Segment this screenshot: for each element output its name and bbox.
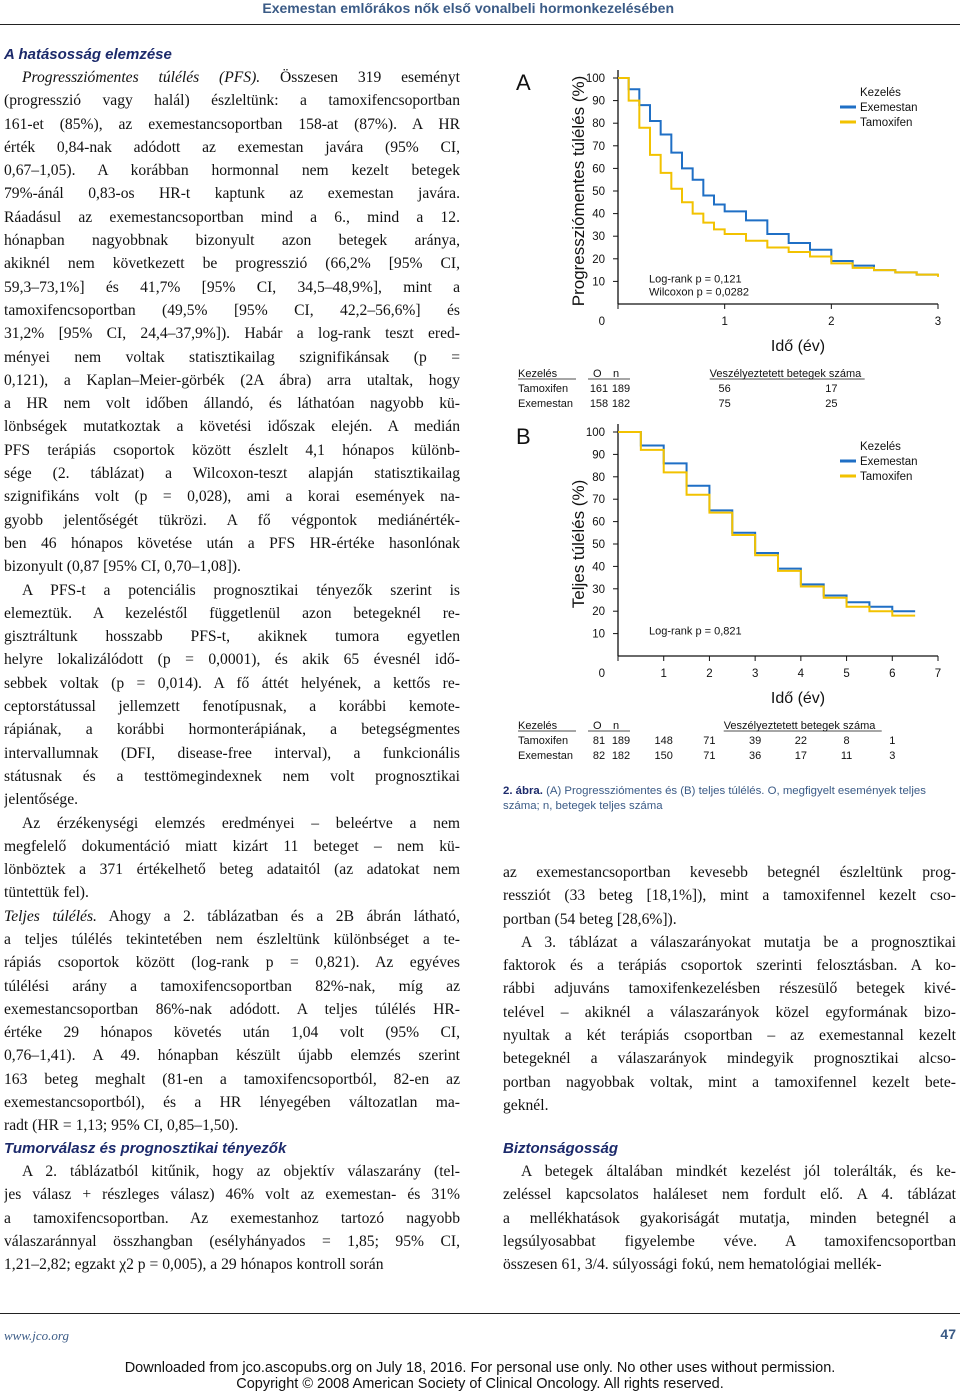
x-tick-label: 7 (934, 668, 942, 680)
legend-item: Tamoxifen (860, 471, 913, 483)
legend-item: Exemestan (860, 102, 918, 114)
y-tick-label: 70 (592, 140, 605, 153)
text-line: túlélési arány a tamoxifencsoportban 82%-nak, míg az (4, 977, 460, 995)
text-line: válaszaránnyal összhangban (esélyhányados = 1,85; 95% CI, (4, 1232, 460, 1250)
x-tick-label: 2 (706, 668, 713, 680)
x-axis-label: Idő (év) (770, 690, 826, 707)
risk-row-value: 36 (749, 750, 762, 762)
risk-row-label: Tamoxifen (518, 735, 569, 747)
y-axis-label: Progressziómentes túlélés (%) (569, 75, 588, 307)
legend-item: Tamoxifen (860, 117, 913, 129)
risk-row-value: 11 (840, 750, 853, 762)
x-tick-label: 5 (843, 668, 850, 680)
y-axis-label: Teljes túlélés (%) (569, 479, 588, 609)
header-rule (0, 24, 960, 25)
caption-label: 2. ábra. (503, 785, 543, 797)
download-notice: Downloaded from jco.ascopubs.org on July 18, 2016. For personal use only. No other uses without permission. (124, 1360, 836, 1376)
risk-row-o: 81 (592, 735, 606, 747)
legend-title: Kezelés (860, 441, 901, 453)
risk-row-value: 8 (843, 735, 850, 747)
risk-row-o: 161 (589, 383, 609, 395)
risk-header-n: n (613, 368, 620, 380)
text-line: 1,21–2,82; egzakt χ2 p = 0,005), a 29 hónapos kontroll során (4, 1256, 384, 1274)
figure-caption (503, 784, 955, 814)
y-tick-label: 90 (592, 449, 605, 462)
paragraph-pfs (4, 66, 460, 579)
text-line: portban nagyobbak voltak, mint a tamoxifennel kezelt bete- (503, 1073, 956, 1091)
text-line: 0,121), a Kaplan–Meier-görbék (2A ábra) arra utaltak, hogy (4, 371, 460, 389)
text-line: telével – akiknél a válaszarányok közel egyformának bizo- (503, 1003, 956, 1021)
text-line: rábbi adjuváns tamoxifenkezelésben részesülő betegek kivé- (503, 980, 956, 998)
text-line: nyultak a két terápiás csoportban – az exemestannal kezelt (503, 1027, 956, 1045)
y-tick-label: 60 (592, 163, 605, 176)
text-line: tüntettük fel). (4, 884, 89, 902)
text-line: intervallumnak (DFI, disease-free interval), a funkcionális (4, 744, 460, 762)
x-axis-label: Idő (év) (770, 338, 826, 355)
text-line: 0,76–1,41). A 49. hónapban készült újabb elemzés szerint (4, 1047, 460, 1065)
y-tick-label: 20 (592, 606, 605, 619)
paragraph-overall-survival (4, 905, 460, 1138)
footer-rule (0, 1313, 960, 1314)
text-line: Az érzékenységi elemzés eredményei – beleértve a nem (22, 814, 460, 832)
risk-row-n: 182 (611, 750, 631, 762)
x-tick-label: 1 (721, 316, 728, 328)
risk-row-o: 158 (589, 398, 609, 410)
risk-header-treatment: Kezelés (518, 720, 558, 732)
section-heading-efficacy: A hatásosság elemzése (4, 46, 172, 63)
legend-item: Exemestan (860, 456, 918, 468)
text-line: ressziót (33 beteg [18,1%]), mint a tamoxifennel kezelt cso- (503, 887, 956, 905)
text-line: 163 beteg meghalt (81-en a tamoxifencsoportból, 82-en az (4, 1070, 460, 1088)
risk-row-value: 17 (825, 383, 838, 395)
risk-row-value: 25 (825, 398, 838, 410)
risk-header-at-risk: Veszélyeztetett betegek száma (709, 368, 862, 380)
text-line: portban (54 beteg [28,6%]). (503, 910, 677, 928)
figure-2 (500, 44, 960, 774)
risk-header-o: O (593, 368, 602, 380)
risk-header-treatment: Kezelés (518, 368, 558, 380)
section-heading-safety: Biztonságosság (503, 1140, 619, 1157)
text-line: radt (HR = 1,13; 95% CI, 0,85–1,50). (4, 1117, 239, 1135)
right-column (503, 861, 956, 1117)
risk-row-n: 189 (611, 383, 631, 395)
risk-row-value: 17 (794, 750, 807, 762)
text-line: lönböztek a 371 értékelhető beteg adataitól (az adatokat nem (4, 861, 460, 879)
x-tick-label: 1 (660, 668, 667, 680)
text-line: a mellékhatások gyakoriságát mutatja, minden betegnél a (503, 1209, 956, 1227)
text-line: státusnak és a testtömegindexnek nem volt prognosztikai (4, 767, 460, 785)
y-tick-label: 30 (592, 583, 605, 596)
text-line: 79%-ánál 0,83-os HR-t kaptunk az exemestan javára. (4, 185, 460, 203)
y-tick-label: 10 (592, 628, 605, 641)
paragraph-table3 (503, 931, 956, 1117)
text-line: betegeknél a válaszarányok mindegyik prognosztikai alcso- (503, 1050, 956, 1068)
paragraph-response (4, 1160, 460, 1276)
risk-header-o: O (593, 720, 602, 732)
text-line: rápiás csoportok között (log-rank p = 0,821). Az egyéves (4, 954, 460, 972)
y-tick-label: 90 (592, 95, 605, 108)
text-line: geknél. (503, 1096, 549, 1114)
y-tick-label: 0 (598, 316, 605, 328)
risk-row-value: 71 (703, 735, 716, 747)
y-tick-label: 60 (592, 516, 605, 529)
risk-row-value: 22 (794, 735, 807, 747)
text-line: megfelelő dokumentáció miatt kizárt 11 beteget – nem kü- (4, 837, 460, 855)
text-line: (progresszió vagy halál) észleltünk: a tamoxifencsoportban (4, 92, 460, 110)
running-head: Exemestan emlőrákos nők első vonalbeli hormonkezelésében (262, 0, 674, 16)
paragraph-prognostic (4, 579, 460, 812)
text-line: a HR nem volt időben állandó, és láthatóan nagyobb kü- (4, 395, 460, 413)
x-tick-label: 4 (797, 668, 805, 680)
copyright-notice: Copyright © 2008 American Society of Clinical Oncology. All rights reserved. (236, 1376, 724, 1392)
y-tick-label: 20 (592, 253, 605, 266)
x-tick-label: 2 (828, 316, 835, 328)
y-tick-label: 50 (592, 186, 605, 198)
panel-letter: A (516, 70, 531, 95)
text-line: exemestancsoportban 86%-nak adódott. A teljes túlélés HR- (4, 1000, 460, 1018)
text-line: 161-et (85%), az exemestancsoportban 158-at (87%). A HR (4, 115, 460, 133)
y-tick-label: 100 (585, 73, 605, 85)
text-line: akiknél nem következett be progresszió (66,2% [95% CI, (4, 255, 460, 273)
risk-row-label: Exemestan (518, 750, 574, 762)
x-tick-label: 6 (889, 668, 896, 680)
text-line: tamoxifencsoportban (49,5% [95% CI, 42,2–56,6%] és (4, 301, 460, 319)
risk-row-value: 150 (654, 750, 673, 762)
stat-annotation: Log-rank p = 0,821 (649, 625, 742, 638)
risk-row-n: 182 (611, 398, 631, 410)
text-line: hónapban nagyobbnak bizonyult azon betegek aránya, (4, 232, 460, 250)
page-number: 47 (940, 1326, 956, 1342)
text-line: rápiának, a korábbi hormonterápiának, a betegségmentes (4, 721, 460, 739)
risk-row-o: 82 (592, 750, 606, 762)
paragraph-safety (503, 1160, 956, 1276)
text-line: bizonyult (0,87 [95% CI, 0,70–1,08]). (4, 558, 241, 576)
risk-header-at-risk: Veszélyeztetett betegek száma (723, 720, 876, 732)
paragraph-progression (503, 861, 956, 931)
legend-title: Kezelés (860, 87, 901, 99)
text-line: zeléssel kapcsolatos haláleset nem fordult elő. A 4. táblázat (503, 1186, 956, 1204)
text-line: értéke 29 hónapos követés után 1,04 volt (95% CI, (4, 1024, 460, 1042)
text-line: érték 0,84-nak adódott az exemestan javára (95% CI, (4, 138, 460, 156)
text-line: ceptorstátussal jellemzett fenotípusnak, a korábbi kemote- (4, 698, 460, 716)
risk-row-label: Exemestan (518, 398, 574, 410)
text-line: helyre lokalizálódott (p = 0,0001), és akik 65 évesnél idő- (4, 651, 460, 669)
risk-row-value: 39 (749, 735, 762, 747)
text-line: ményei nem voltak statisztikailag szignifikánsak (p = (4, 348, 460, 366)
y-tick-label: 70 (592, 494, 605, 507)
stat-annotation: Wilcoxon p = 0,0282 (649, 286, 749, 299)
risk-row-value: 148 (654, 735, 673, 747)
text-line: 59,3–73,1%] és 41,7% [95% CI, 34,5–48,9%], mint a (4, 278, 460, 296)
risk-row-value: 75 (718, 398, 731, 410)
risk-row-n: 189 (611, 735, 631, 747)
text-line: összesen 61, 3/4. súlyossági fokú, nem hematológiai mellék- (503, 1256, 882, 1274)
y-tick-label: 10 (592, 276, 605, 289)
text-line: lönbségek mutatkoztak a követési időszak elején. A medián (4, 418, 460, 436)
text-line: 31,2% [95% CI, 24,4–37,9%]). Habár a log-rank teszt ered- (4, 325, 460, 343)
y-tick-label: 50 (592, 539, 605, 551)
left-column-bottom (4, 1138, 460, 1276)
y-tick-label: 80 (592, 118, 605, 131)
text-line: Teljes túlélés. Ahogy a 2. táblázatban és a 2B ábrán látható, (4, 907, 460, 925)
y-tick-label: 0 (598, 668, 605, 680)
text-line: gyobb jelentőségét tükrözi. A fő végpontok mediánérték- (4, 511, 460, 529)
risk-header-n: n (613, 720, 620, 732)
y-tick-label: 40 (592, 561, 605, 574)
y-tick-label: 30 (592, 231, 605, 244)
y-tick-label: 80 (592, 471, 605, 484)
risk-row-value: 3 (889, 750, 896, 762)
text-line: Progressziómentes túlélés (PFS). Összesen 319 eseményt (22, 69, 460, 86)
panel-letter: B (516, 424, 531, 449)
text-line: faktorok és a terápiás csoportok szerinti felosztásban. A ko- (503, 957, 956, 975)
text-line: jes válasz + részleges válasz) 46% volt az exemestan- és 31% (4, 1186, 460, 1204)
risk-row-value: 56 (718, 383, 731, 395)
text-line: A betegek általában mindkét kezelést jól tolerálták, és ke- (521, 1163, 956, 1180)
text-line: gisztráltunk hosszabb PFS-t, akiknek tumora egyetlen (4, 628, 460, 646)
paragraph-sensitivity (4, 812, 460, 905)
text-line: elemeztük. A kezeléstől függetlenül azon betegeknél re- (4, 604, 460, 622)
y-tick-label: 40 (592, 208, 605, 221)
text-line: szignifikáns volt (p = 0,028), ami a korai események na- (4, 488, 460, 506)
text-line: A 2. táblázatból kitűnik, hogy az objektív válaszarány (tel- (22, 1163, 460, 1180)
section-heading-response: Tumorválasz és prognosztikai tényezők (4, 1140, 287, 1157)
text-line: sége (2. táblázat) a Wilcoxon-teszt alapján statisztikailag (4, 465, 460, 483)
text-line: ben 46 hónapos követése után a PFS HR-értéke hasonlónak (4, 534, 460, 552)
text-line: 0,67–1,05). A korábban hormonnal nem kezelt betegek (4, 162, 460, 180)
risk-row-label: Tamoxifen (518, 383, 569, 395)
y-tick-label: 100 (585, 427, 605, 439)
x-tick-label: 3 (934, 316, 942, 328)
x-tick-label: 3 (751, 668, 759, 680)
text-line: A 3. táblázat a válaszarányokat mutatja be a prognosztikai (521, 933, 956, 951)
text-line: Ráadásul az exemestancsoportban mind a 6., mind a 12. (4, 208, 460, 226)
risk-row-value: 71 (703, 750, 716, 762)
right-column-bottom (503, 1138, 956, 1276)
text-line: az exemestancsoportban kevesebb betegnél észleltünk prog- (503, 864, 956, 881)
text-line: jelentősége. (4, 791, 79, 809)
text-line: exemestancsoportból), és a HR lényegében változatlan ma- (4, 1094, 460, 1112)
text-line: A PFS-t a potenciális prognosztikai tényezők szerint is (22, 581, 460, 599)
journal-url[interactable]: www.jco.org (4, 1328, 70, 1343)
caption-text: (A) Progressziómentes és (B) teljes túlélés. O, megfigyelt események teljes száma; n, betegek teljes száma (503, 785, 926, 812)
text-line: a tamoxifencsoportban. Az exemestanhoz tartozó nagyobb (4, 1209, 460, 1227)
text-line: legsúlyosabbat figyelembe véve. A tamoxifencsoportban (503, 1232, 956, 1250)
left-column (4, 44, 460, 1138)
text-line: a teljes túlélés tekintetében nem észleltünk különbséget a te- (4, 930, 460, 948)
stat-annotation: Log-rank p = 0,121 (649, 273, 742, 286)
risk-row-value: 1 (889, 735, 896, 747)
text-line: PFS terápiás csoportok között észlelt 4,1 hónapos különb- (4, 441, 460, 459)
text-line: sebbek voltak (p = 0,014). A fő áttét helyének, a kettős re- (4, 674, 460, 692)
